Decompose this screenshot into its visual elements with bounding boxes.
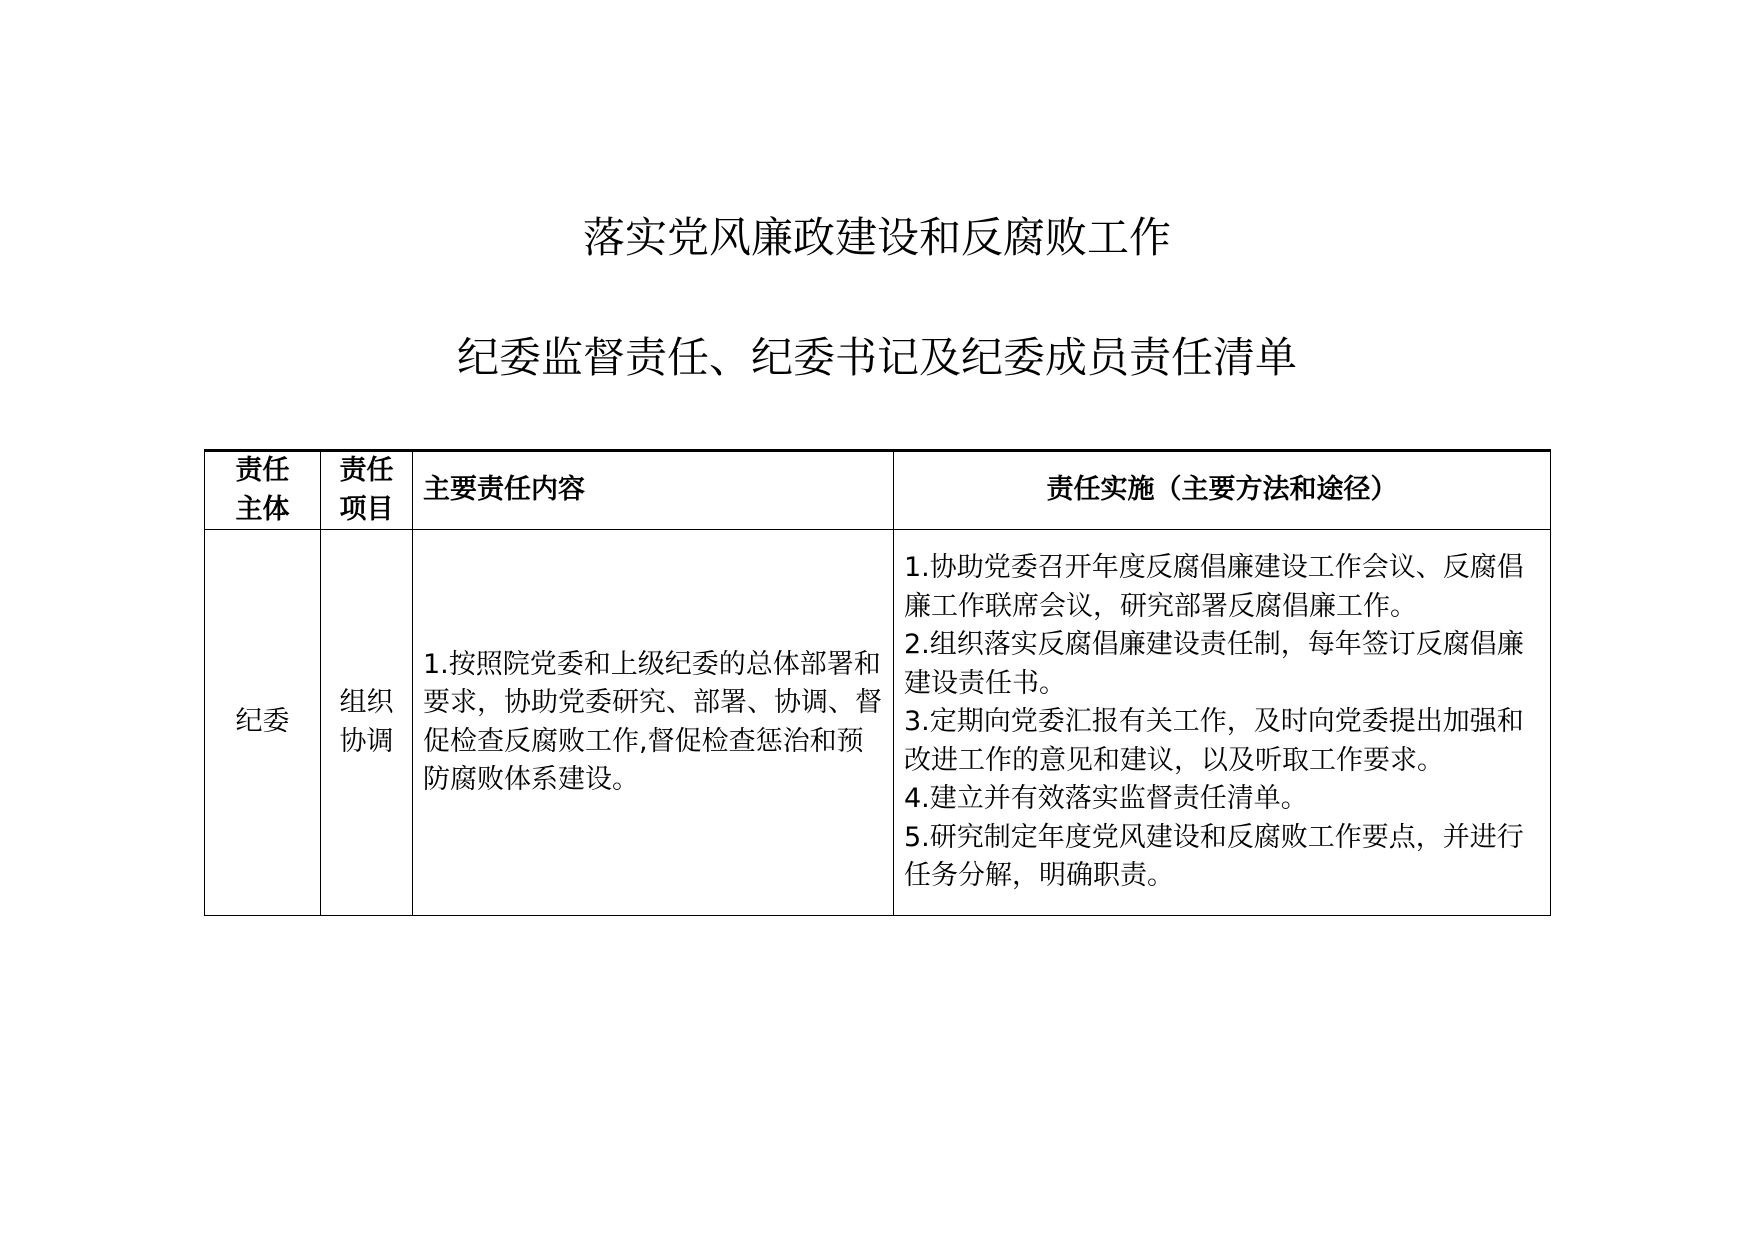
cell-subject: 纪委 <box>205 530 321 916</box>
implementation-item-2: 2.组织落实反腐倡廉建设责任制，每年签订反腐倡廉建设责任书。 <box>904 629 1524 699</box>
cell-item-line-1: 组织 <box>339 687 394 718</box>
table-header-row <box>205 451 1551 530</box>
implementation-item-4: 4.建立并有效落实监督责任清单。 <box>904 783 1308 815</box>
document-subtitle: 纪委监督责任、纪委书记及纪委成员责任清单 <box>456 333 1297 382</box>
table-row <box>205 530 1551 916</box>
header-main-content: 主要责任内容 <box>413 451 894 530</box>
header-implementation: 责任实施（主要方法和途径） <box>894 451 1551 530</box>
header-responsibility-item <box>321 451 413 530</box>
responsibility-table <box>204 449 1551 916</box>
document-title: 落实党风廉政建设和反腐败工作 <box>582 213 1171 262</box>
header-item-line-1: 责任 <box>339 455 394 486</box>
cell-item <box>321 530 413 916</box>
header-subject-line-2: 主体 <box>235 493 290 525</box>
header-subject-line-1: 责任 <box>235 455 290 486</box>
header-responsibility-subject <box>205 451 321 530</box>
implementation-item-3: 3.定期向党委汇报有关工作，及时向党委提出加强和改进工作的意见和建议，以及听取工作要求。 <box>904 706 1524 776</box>
cell-item-line-2: 协调 <box>339 725 394 757</box>
cell-implementation <box>894 530 1551 916</box>
implementation-item-5: 5.研究制定年度党风建设和反腐败工作要点，并进行任务分解，明确职责。 <box>904 821 1524 892</box>
implementation-item-1: 1.协助党委召开年度反腐倡廉建设工作会议、反腐倡廉工作联席会议，研究部署反腐倡廉工作。 <box>904 552 1524 622</box>
header-item-line-2: 项目 <box>339 493 394 525</box>
cell-main-content: 1.按照院党委和上级纪委的总体部署和要求，协助党委研究、部署、协调、督促检查反腐败工作,督促检查惩治和预防腐败体系建设。 <box>413 530 894 916</box>
